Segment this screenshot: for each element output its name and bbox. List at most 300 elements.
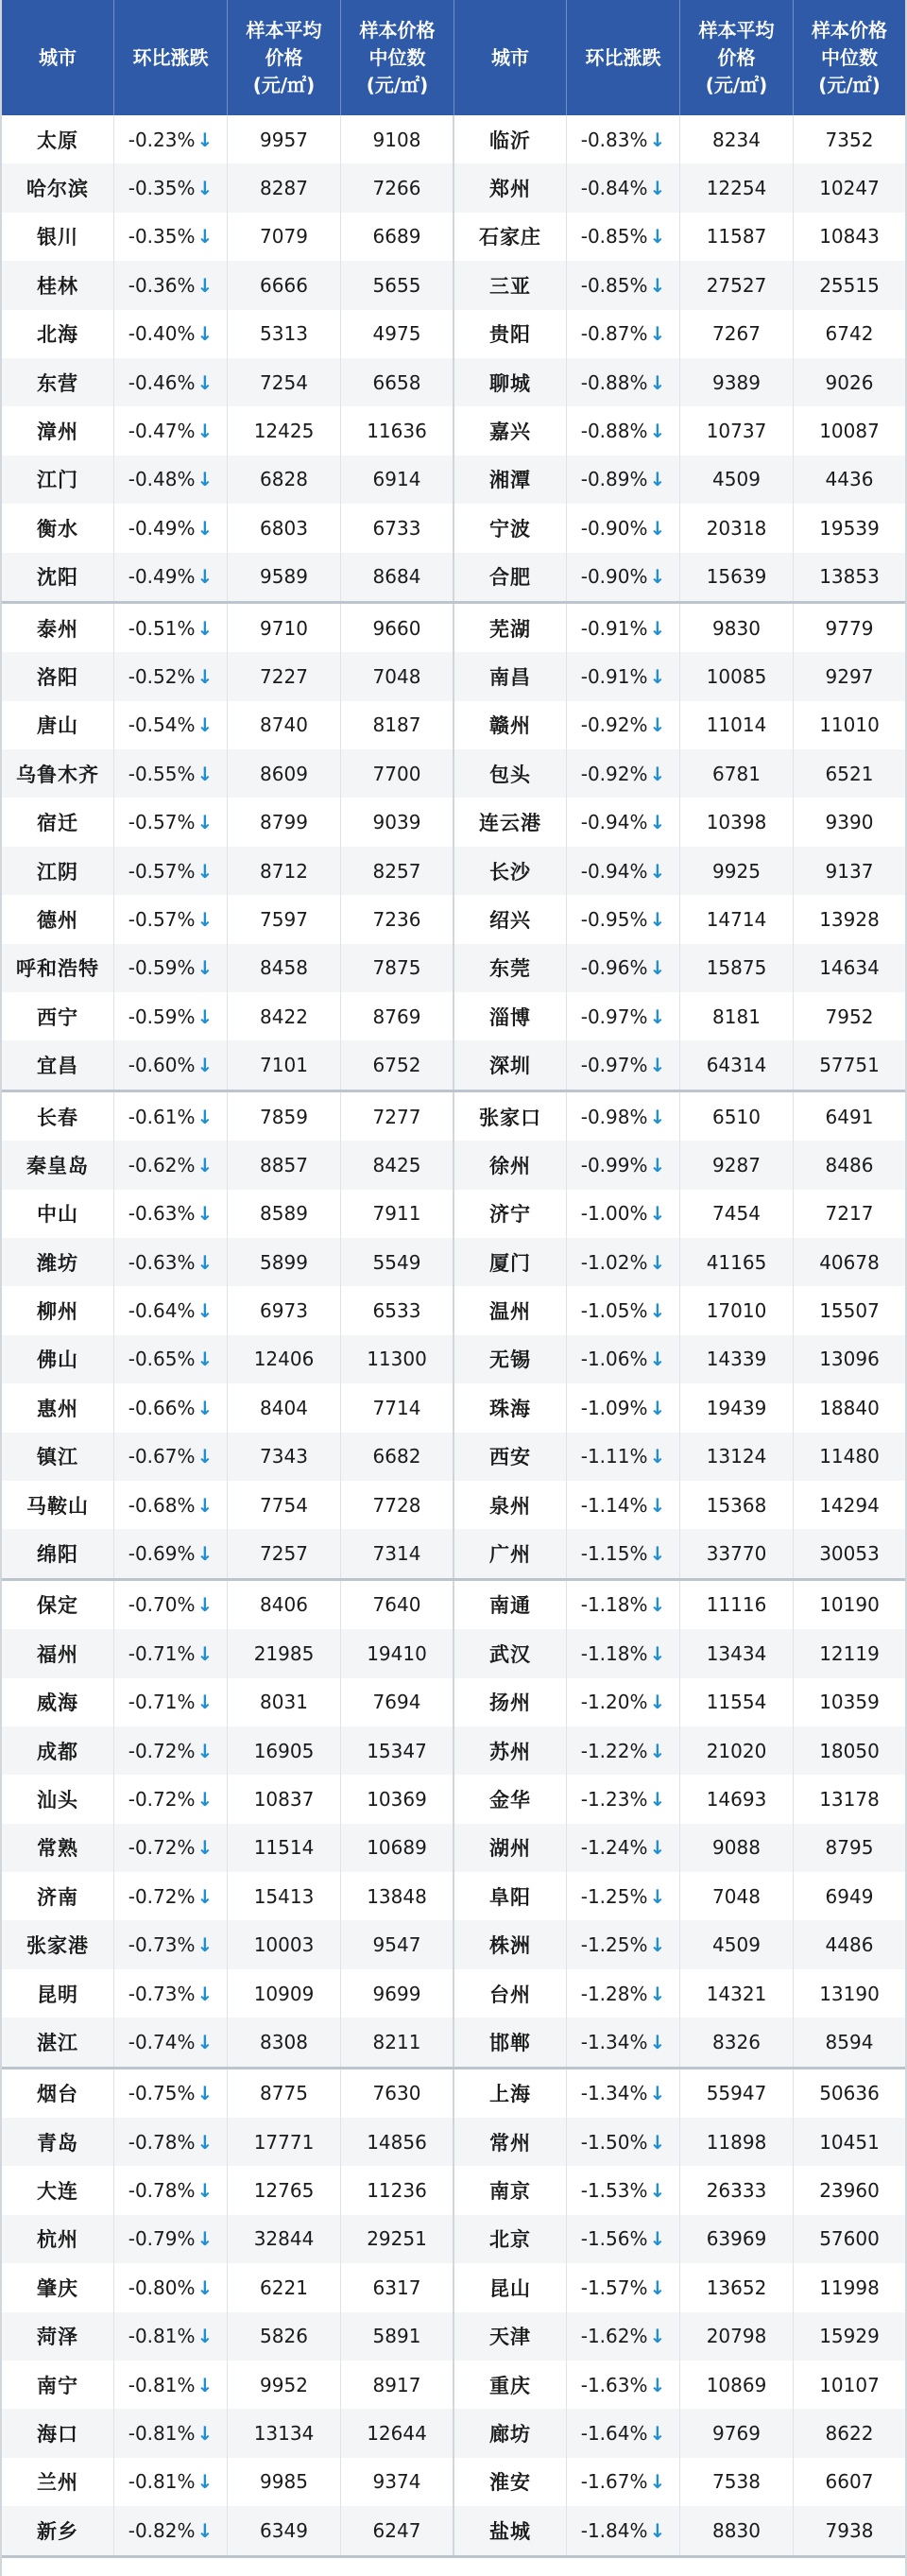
change-left-cell [114, 553, 228, 601]
city-right-cell [454, 1726, 567, 1775]
avg-price-right-cell [680, 1238, 794, 1286]
down-arrow-icon: ↓ [197, 273, 214, 297]
city-left: 德州 [37, 908, 78, 932]
change-left: -0.49% [128, 565, 196, 589]
avg-price-left: 32844 [253, 2227, 315, 2251]
city-left: 菏泽 [37, 2326, 78, 2349]
city-right-cell [454, 1092, 567, 1141]
avg-price-left-cell [228, 2361, 341, 2409]
median-price-left-cell [341, 213, 454, 261]
median-price-left: 6752 [372, 1054, 421, 1077]
city-left: 烟台 [37, 2083, 78, 2106]
down-arrow-icon: ↓ [649, 2422, 666, 2446]
row-group [2, 1092, 905, 1581]
down-arrow-icon: ↓ [649, 1982, 666, 2005]
median-price-right: 9779 [825, 616, 874, 640]
median-price-left-cell [341, 1581, 454, 1629]
down-arrow-icon: ↓ [197, 468, 214, 491]
change-left-cell [114, 798, 228, 846]
avg-price-right-cell [680, 749, 794, 798]
city-right: 天津 [489, 2326, 531, 2349]
city-right-cell [454, 1872, 567, 1920]
table-row [2, 2166, 905, 2214]
avg-price-left-cell [228, 1481, 341, 1529]
change-right-cell [567, 2069, 680, 2118]
down-arrow-icon: ↓ [197, 1396, 214, 1419]
avg-price-right-cell [680, 2018, 794, 2066]
median-price-right-cell [794, 2458, 905, 2506]
median-price-right: 7952 [825, 1005, 874, 1028]
change-left: -0.81% [128, 2325, 196, 2348]
change-right: -1.18% [580, 1641, 648, 1665]
city-right: 绍兴 [489, 908, 531, 932]
header-city-right: 城市 [454, 0, 567, 115]
table-row [2, 1190, 905, 1238]
city-right: 台州 [489, 1983, 531, 2006]
change-right: -0.88% [580, 420, 648, 443]
city-left: 北海 [37, 323, 78, 347]
change-right: -1.57% [580, 2275, 648, 2299]
median-price-right: 7938 [825, 2518, 874, 2542]
avg-price-left: 7227 [260, 664, 308, 688]
median-price-right: 7352 [825, 128, 874, 151]
change-right: -0.90% [580, 516, 648, 540]
down-arrow-icon: ↓ [649, 1202, 666, 1226]
city-right: 扬州 [489, 1692, 531, 1715]
city-left: 泰州 [37, 617, 78, 641]
change-right-cell [567, 213, 680, 261]
down-arrow-icon: ↓ [197, 1641, 214, 1665]
median-price-left: 7728 [372, 1493, 421, 1517]
median-price-left: 15347 [367, 1739, 427, 1762]
table-row [2, 115, 905, 163]
down-arrow-icon: ↓ [649, 2130, 666, 2154]
avg-price-right: 26333 [706, 2179, 767, 2203]
city-left: 衡水 [37, 517, 78, 541]
median-price-right: 10087 [819, 420, 880, 443]
city-left-cell [2, 2361, 114, 2409]
avg-price-left-cell [228, 1190, 341, 1238]
change-right-cell [567, 1824, 680, 1872]
median-price-right-cell [794, 1190, 905, 1238]
change-left-cell [114, 2166, 228, 2214]
down-arrow-icon: ↓ [197, 177, 214, 200]
change-right: -1.34% [580, 2030, 648, 2053]
city-right-cell [454, 310, 567, 358]
median-price-left: 11636 [367, 420, 427, 443]
median-price-right-cell [794, 992, 905, 1040]
change-right: -1.25% [580, 1884, 648, 1908]
city-right-cell [454, 163, 567, 212]
change-left-cell [114, 1190, 228, 1238]
city-left: 哈尔滨 [26, 178, 89, 201]
change-right: -0.90% [580, 565, 648, 589]
median-price-left: 10369 [367, 1787, 427, 1811]
change-right: -1.23% [580, 1787, 648, 1811]
avg-price-left-cell [228, 2215, 341, 2263]
city-right: 深圳 [489, 1055, 531, 1078]
median-price-right: 12119 [819, 1641, 880, 1665]
median-price-left: 14856 [367, 2130, 427, 2154]
table-row [2, 1678, 905, 1726]
city-right-cell [454, 1678, 567, 1726]
median-price-right: 57600 [819, 2227, 880, 2251]
avg-price-left-cell [228, 163, 341, 212]
change-right-cell [567, 1678, 680, 1726]
city-right: 聊城 [489, 371, 531, 395]
change-left-cell [114, 2361, 228, 2409]
change-left-cell [114, 1335, 228, 1383]
avg-price-left: 10909 [253, 1982, 315, 2005]
median-price-right-cell [794, 1824, 905, 1872]
median-price-right: 10107 [819, 2373, 880, 2396]
change-right: -1.63% [580, 2373, 648, 2396]
change-left-cell [114, 504, 228, 552]
change-left: -0.57% [128, 859, 196, 883]
city-left: 太原 [37, 129, 78, 152]
down-arrow-icon: ↓ [649, 956, 666, 980]
change-right: -1.50% [580, 2130, 648, 2154]
median-price-right-cell [794, 701, 905, 749]
avg-price-left: 6666 [260, 273, 308, 297]
median-price-left-cell [341, 1969, 454, 2018]
city-left-cell [2, 163, 114, 212]
city-left-cell [2, 1581, 114, 1629]
change-left-cell [114, 213, 228, 261]
change-left: -0.82% [128, 2518, 196, 2542]
city-right-cell [454, 701, 567, 749]
down-arrow-icon: ↓ [197, 1445, 214, 1468]
median-price-left: 7277 [372, 1105, 421, 1128]
change-left-cell [114, 1529, 228, 1577]
change-left: -0.48% [128, 468, 196, 491]
city-left: 洛阳 [37, 665, 78, 689]
median-price-left: 11300 [367, 1348, 427, 1371]
median-price-left-cell [341, 1824, 454, 1872]
change-left-cell [114, 1678, 228, 1726]
avg-price-right: 14693 [706, 1787, 767, 1811]
header-change-left: 环比涨跌 [114, 0, 228, 115]
median-price-right-cell [794, 1726, 905, 1775]
avg-price-right-cell [680, 701, 794, 749]
median-price-right-cell [794, 406, 905, 455]
city-left: 张家港 [26, 1934, 89, 1958]
table-row [2, 310, 905, 358]
city-right: 长沙 [489, 860, 531, 884]
change-right: -1.64% [580, 2422, 648, 2446]
avg-price-left: 9589 [260, 565, 308, 589]
avg-price-left-cell [228, 1969, 341, 2018]
avg-price-left-cell [228, 847, 341, 895]
down-arrow-icon: ↓ [197, 1348, 214, 1371]
down-arrow-icon: ↓ [197, 1542, 214, 1566]
median-price-right-cell [794, 455, 905, 504]
avg-price-left: 21985 [253, 1641, 315, 1665]
median-price-left-cell [341, 1920, 454, 1968]
table-row [2, 1872, 905, 1920]
change-right-cell [567, 1286, 680, 1334]
change-left-cell [114, 1383, 228, 1432]
change-right-cell [567, 749, 680, 798]
median-price-left-cell [341, 944, 454, 992]
change-left: -0.55% [128, 762, 196, 785]
change-right-cell [567, 1629, 680, 1677]
city-right-cell [454, 115, 567, 163]
down-arrow-icon: ↓ [649, 811, 666, 834]
median-price-right: 6949 [825, 1884, 874, 1908]
median-price-right: 10247 [819, 177, 880, 200]
city-right-cell [454, 213, 567, 261]
city-left-cell [2, 847, 114, 895]
avg-price-left-cell [228, 2118, 341, 2166]
down-arrow-icon: ↓ [197, 1153, 214, 1176]
median-price-left-cell [341, 2361, 454, 2409]
change-left-cell [114, 163, 228, 212]
city-left-cell [2, 1190, 114, 1238]
table-row [2, 2069, 905, 2118]
table-row [2, 2458, 905, 2506]
city-right: 南昌 [489, 665, 531, 689]
avg-price-right: 20798 [706, 2325, 767, 2348]
down-arrow-icon: ↓ [197, 616, 214, 640]
table-row [2, 261, 905, 309]
avg-price-right: 15875 [706, 956, 767, 980]
table-row [2, 504, 905, 552]
city-left: 新乡 [37, 2519, 78, 2543]
avg-price-right: 14339 [706, 1348, 767, 1371]
median-price-right: 57751 [819, 1054, 880, 1077]
avg-price-right-cell [680, 604, 794, 652]
city-left-cell [2, 1335, 114, 1383]
median-price-left: 7875 [372, 956, 421, 980]
avg-price-left: 11514 [253, 1836, 315, 1860]
median-price-right: 14634 [819, 956, 880, 980]
city-left-cell [2, 1141, 114, 1189]
header-median-left: 样本价格 中位数 (元/㎡) [341, 0, 454, 115]
city-left-cell [2, 1481, 114, 1529]
median-price-right: 30053 [819, 1542, 880, 1566]
median-price-left-cell [341, 1238, 454, 1286]
city-left: 昆明 [37, 1983, 78, 2006]
avg-price-left: 7343 [260, 1445, 308, 1468]
avg-price-left-cell [228, 992, 341, 1040]
avg-price-left: 5313 [260, 322, 308, 346]
change-left-cell [114, 1433, 228, 1481]
city-right-cell [454, 2018, 567, 2066]
change-right-cell [567, 406, 680, 455]
avg-price-left: 9710 [260, 616, 308, 640]
median-price-right-cell [794, 1481, 905, 1529]
city-left-cell [2, 2215, 114, 2263]
down-arrow-icon: ↓ [197, 1836, 214, 1860]
down-arrow-icon: ↓ [649, 468, 666, 491]
avg-price-right-cell [680, 1775, 794, 1823]
median-price-left-cell [341, 2458, 454, 2506]
change-left-cell [114, 749, 228, 798]
median-price-left: 6533 [372, 1299, 421, 1323]
avg-price-left-cell [228, 2409, 341, 2457]
city-right-cell [454, 553, 567, 601]
median-price-left-cell [341, 2118, 454, 2166]
city-left: 银川 [37, 226, 78, 249]
change-right-cell [567, 163, 680, 212]
change-right-cell [567, 604, 680, 652]
change-right-cell [567, 652, 680, 700]
median-price-right: 8486 [825, 1153, 874, 1176]
down-arrow-icon: ↓ [197, 713, 214, 737]
down-arrow-icon: ↓ [197, 2030, 214, 2053]
median-price-left-cell [341, 604, 454, 652]
change-right-cell [567, 1040, 680, 1089]
median-price-left: 5655 [372, 273, 421, 297]
change-right-cell [567, 358, 680, 406]
avg-price-right-cell [680, 455, 794, 504]
city-right: 温州 [489, 1300, 531, 1324]
row-group [2, 604, 905, 1092]
median-price-left-cell [341, 115, 454, 163]
avg-price-left-cell [228, 1040, 341, 1089]
change-left-cell [114, 261, 228, 309]
down-arrow-icon: ↓ [197, 1884, 214, 1908]
median-price-right-cell [794, 652, 905, 700]
median-price-left-cell [341, 1092, 454, 1141]
median-price-right-cell [794, 2166, 905, 2214]
median-price-right-cell [794, 1775, 905, 1823]
down-arrow-icon: ↓ [197, 2130, 214, 2154]
city-left-cell [2, 2069, 114, 2118]
avg-price-right-cell [680, 1920, 794, 1968]
avg-price-left: 12406 [253, 1348, 315, 1371]
median-price-right-cell [794, 115, 905, 163]
median-price-left: 8684 [372, 565, 421, 589]
city-right-cell [454, 1824, 567, 1872]
median-price-left: 8425 [372, 1153, 421, 1176]
change-left: -0.80% [128, 2275, 196, 2299]
median-price-right-cell [794, 2506, 905, 2554]
change-left: -0.54% [128, 713, 196, 737]
avg-price-left: 9985 [260, 2470, 308, 2494]
city-left-cell [2, 1824, 114, 1872]
table-row [2, 1529, 905, 1577]
median-price-left-cell [341, 1433, 454, 1481]
median-price-left: 9374 [372, 2470, 421, 2494]
avg-price-left: 7254 [260, 370, 308, 394]
table-row [2, 1629, 905, 1677]
median-price-right: 6521 [825, 762, 874, 785]
change-right-cell [567, 1092, 680, 1141]
row-group [2, 1581, 905, 2069]
avg-price-left-cell [228, 2069, 341, 2118]
median-price-left: 11236 [367, 2179, 427, 2203]
avg-price-left: 8458 [260, 956, 308, 980]
down-arrow-icon: ↓ [649, 2275, 666, 2299]
city-right: 包头 [489, 763, 531, 786]
avg-price-right: 9088 [712, 1836, 761, 1860]
table-row [2, 2506, 905, 2554]
change-left: -0.81% [128, 2373, 196, 2396]
avg-price-left-cell [228, 2312, 341, 2361]
table-row [2, 455, 905, 504]
change-right-cell [567, 1920, 680, 1968]
median-price-left: 10689 [367, 1836, 427, 1860]
city-right-cell [454, 847, 567, 895]
change-right: -1.56% [580, 2227, 648, 2251]
down-arrow-icon: ↓ [197, 1933, 214, 1957]
change-right: -0.97% [580, 1054, 648, 1077]
city-left: 保定 [37, 1594, 78, 1618]
median-price-right: 8594 [825, 2030, 874, 2053]
avg-price-left-cell [228, 1433, 341, 1481]
median-price-right: 11480 [819, 1445, 880, 1468]
change-right-cell [567, 1529, 680, 1577]
avg-price-left: 8308 [260, 2030, 308, 2053]
median-price-left-cell [341, 2312, 454, 2361]
median-price-right: 9390 [825, 811, 874, 834]
change-left: -0.74% [128, 2030, 196, 2053]
table-row [2, 1481, 905, 1529]
avg-price-left-cell [228, 1678, 341, 1726]
city-right: 阜阳 [489, 1885, 531, 1909]
avg-price-right: 12254 [706, 177, 767, 200]
median-price-left-cell [341, 406, 454, 455]
avg-price-right: 8181 [712, 1005, 761, 1028]
avg-price-left: 6221 [260, 2275, 308, 2299]
avg-price-right: 19439 [706, 1396, 767, 1419]
avg-price-right-cell [680, 1581, 794, 1629]
median-price-left-cell [341, 1335, 454, 1383]
change-left: -0.75% [128, 2082, 196, 2105]
change-left: -0.64% [128, 1299, 196, 1323]
avg-price-right-cell [680, 798, 794, 846]
change-left-cell [114, 455, 228, 504]
change-left: -0.57% [128, 907, 196, 931]
city-right-cell [454, 1335, 567, 1383]
down-arrow-icon: ↓ [197, 1691, 214, 1714]
city-left-cell [2, 944, 114, 992]
median-price-right: 18050 [819, 1739, 880, 1762]
median-price-right: 13928 [819, 907, 880, 931]
city-right-cell [454, 2361, 567, 2409]
city-left: 青岛 [37, 2131, 78, 2155]
change-right-cell [567, 992, 680, 1040]
avg-price-left-cell [228, 798, 341, 846]
avg-price-right-cell [680, 1824, 794, 1872]
avg-price-right-cell [680, 213, 794, 261]
avg-price-right: 7538 [712, 2470, 761, 2494]
city-left: 漳州 [37, 421, 78, 444]
down-arrow-icon: ↓ [649, 859, 666, 883]
change-left-cell [114, 1141, 228, 1189]
median-price-right-cell [794, 261, 905, 309]
change-right-cell [567, 2506, 680, 2554]
change-left-cell [114, 2263, 228, 2311]
city-right-cell [454, 2506, 567, 2554]
table-body [2, 115, 905, 2558]
median-price-right: 15507 [819, 1299, 880, 1323]
city-right: 广州 [489, 1543, 531, 1567]
change-left: -0.63% [128, 1202, 196, 1226]
change-right-cell [567, 2018, 680, 2066]
avg-price-right-cell [680, 895, 794, 943]
city-right: 盐城 [489, 2519, 531, 2543]
median-price-right: 10843 [819, 225, 880, 249]
median-price-right: 19539 [819, 516, 880, 540]
avg-price-right: 11554 [706, 1691, 767, 1714]
city-left: 柳州 [37, 1300, 78, 1324]
change-right-cell [567, 1190, 680, 1238]
change-left-cell [114, 358, 228, 406]
avg-price-left: 8775 [260, 2082, 308, 2105]
